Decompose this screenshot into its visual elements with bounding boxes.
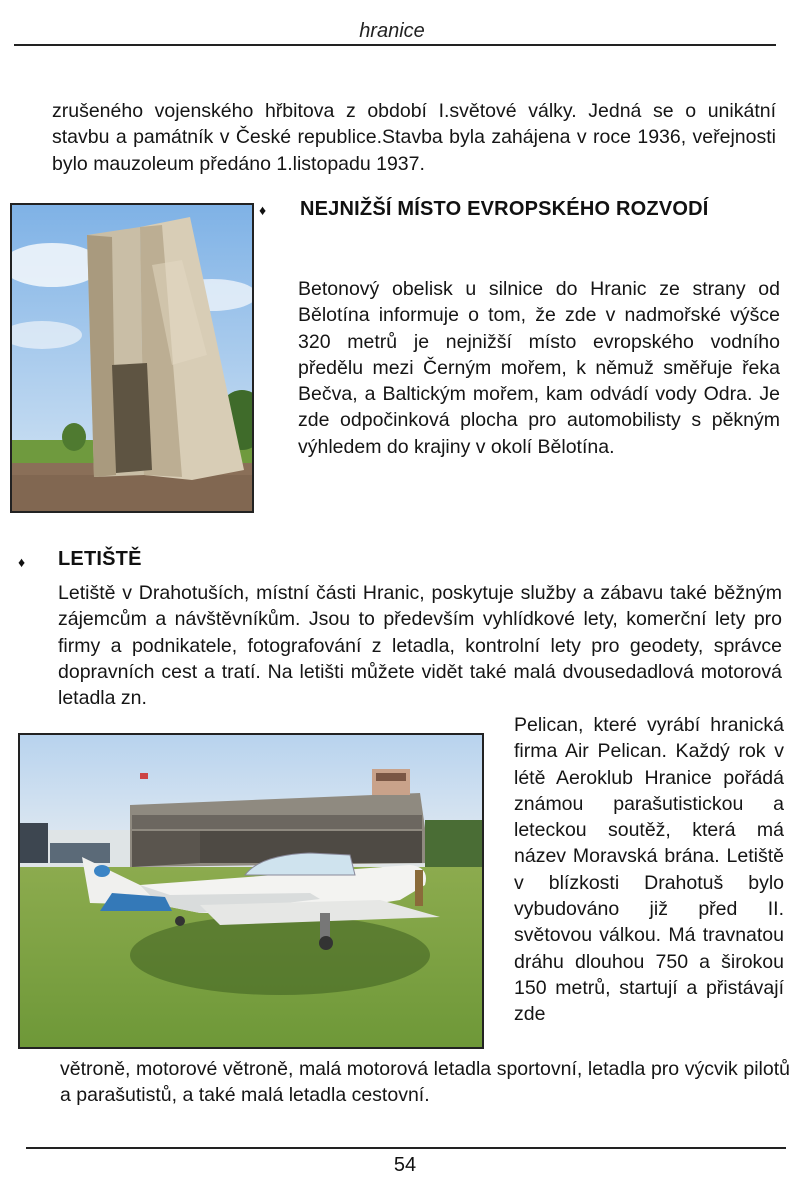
obelisk-paragraph: Betonový obelisk u silnice do Hranic ze strany od Bělotína informuje o tom, že zde v nadmořské výšce 320 metrů je nejnižší místo evropského vodního předělu mezi Černým mořem, k němuž směřuje řeka Bečva, a Baltickým mořem, kam odvádí vody Odra. Je zde odpočinková plocha pro automobilisty s pěkným výhledem do krajiny v okolí Bělotína. [298,278,780,458]
bullet-icon: ♦ [259,202,267,218]
page-number: 54 [393,1154,417,1176]
running-header: hranice [359,20,425,42]
obelisk-photo [10,203,254,513]
footer-rule [26,1147,786,1149]
section-heading-rozvodi: NEJNIŽŠÍ MÍSTO EVROPSKÉHO ROZVODÍ [300,198,709,220]
airport-paragraph-top: Letiště v Drahotuších, místní části Hranic, poskytuje služby a zábavu také běžným zájemcům a návštěvníkům. Jsou to především vyhlídkové lety, komerční lety pro firmy a podnikatele, fotografování z letadla, kontrolní lety pro geodety, správce dopravních cest a tratí. Na letišti můžete vidět také malá dvousedadlová motorová letadla zn. [58,582,782,710]
airplane-photo [18,733,484,1049]
intro-paragraph: zrušeného vojenského hřbitova z období I.světové války. Jedná se o unikátní stavbu a památník v České republice.Stavba byla zahájena v roce 1936, veřejnosti bylo mauzoleum předáno 1.listopadu 1937. [52,100,776,175]
bullet-icon: ♦ [18,554,26,570]
header-rule [14,44,776,46]
airport-paragraph-bottom: větroně, motorové větroně, malá motorová letadla sportovní, letadla pro výcvik pilotů a parašutistů, a také malá letadla cestovní. [60,1058,790,1107]
airport-paragraph-side: Pelican, které vyrábí hranická firma Air Pelican. Každý rok v létě Aeroklub Hranice pořádá známou parašutistickou a leteckou soutěž, která má název Moravská brána. Letiště v blízkosti Drahotuš bylo vybudováno již před II. světovou válkou. Má travnatou dráhu dlouhou 750 a širokou 150 metrů, startují a přistávají zde [514,714,784,1026]
section-heading-letiste: LETIŠTĚ [58,548,142,570]
